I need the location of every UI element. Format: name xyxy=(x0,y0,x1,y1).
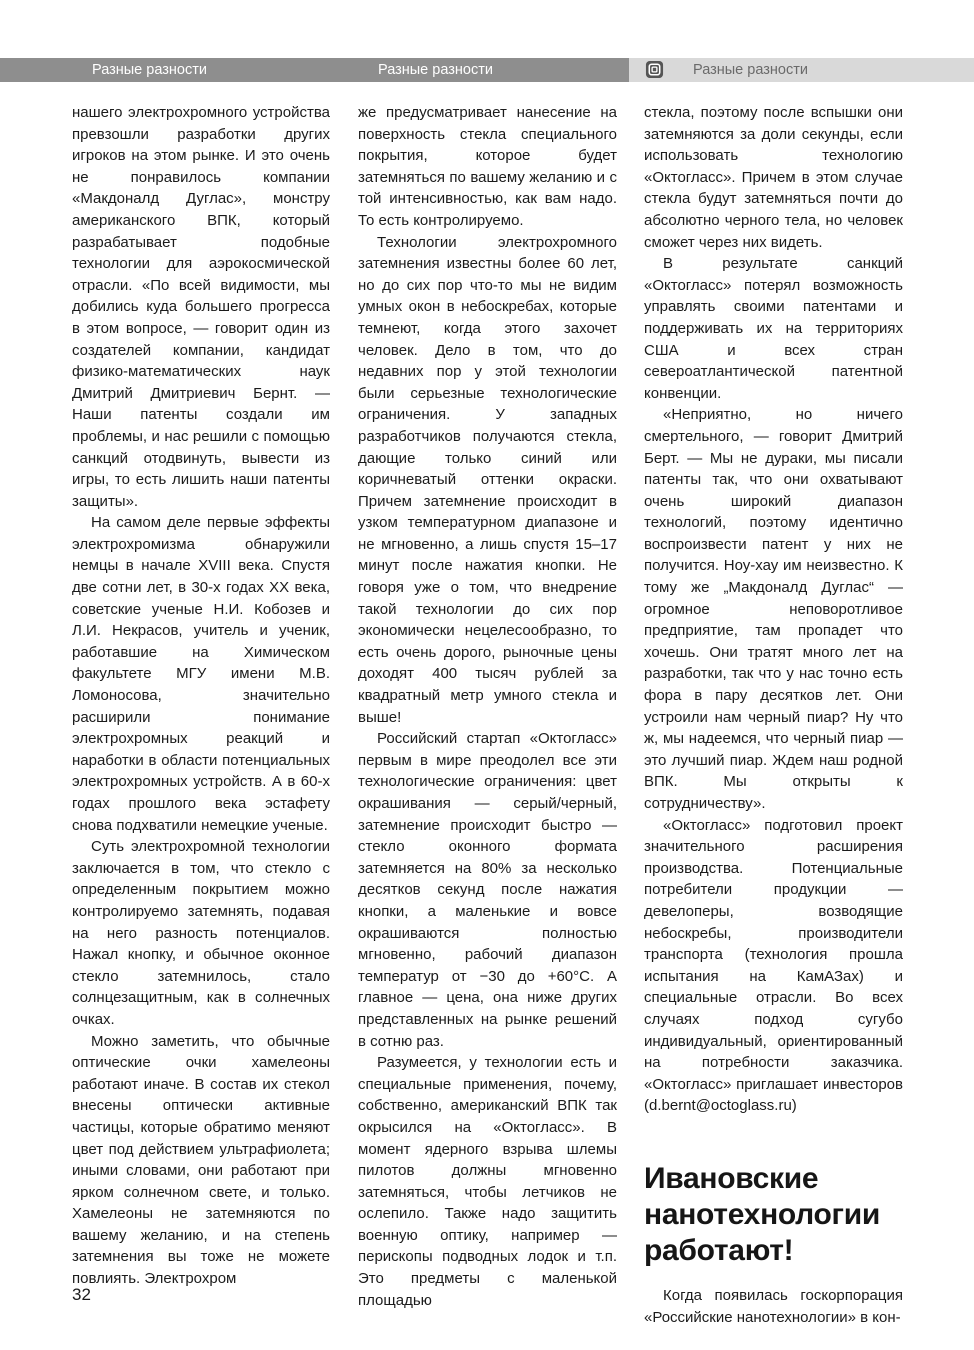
section-label-center: Разные разности xyxy=(378,62,493,78)
header-segment-left xyxy=(0,58,343,82)
paragraph: Технологии электрохромного затемнения известны более 60 лет, но до сих пор что-то мы не видим умных окон в небоскребах, которые темнеют, когда этого захочет человек. Дело в том, что до недавних пор у этой технологии были серьезные технологические ограничения. У западных разработчиков получаются стекла, дающие только синий или коричневатый оттенки окраски. Причем затемнение происходит в узком температурном диапазоне и не мгновенно, а лишь спустя 15–17 минут после нажатия кнопки. Не говоря уже о том, что внедрение такой технологии до сих пор экономически нецелесообразно, то есть очень дорого, рыночные цены доходят 400 тысяч рублей за квадратный метр умного стекла и выше! xyxy=(358,233,617,726)
paragraph: Суть электрохромной технологии заключается в том, что стекло с определенным покрытием можно контролируемо затемнять, подавая на него разность потенциалов. Нажал кнопку, и обычное оконное стекло затемнилось, стало солнцезащитным, как в солнечных очках. xyxy=(72,838,330,1028)
header-segment-center xyxy=(343,58,629,82)
paragraph: На самом деле первые эффекты электрохромизма обнаружили немцы в начале XVIII века. Спустя две сотни лет, в 30-х годах XX века, советские ученые Н.И. Кобозев и Л.И. Некрасов, учитель и ученик, работавшие на Химическом факультете МГУ имени М.В. Ломоносова, значительно расширили понимание электрохромных реакций и наработки в области потенциальных электрохромных устройств. А в 60-х годах прошлого века эстафету снова подхватили немецкие ученые. xyxy=(72,514,330,834)
paragraph: «Октогласс» подготовил проект значительного расширения производства. Потенциальные потребители продукции — девелоперы, возводящие небоскребы, производители транспорта (технология прошла испытания на КамАЗах) и специальные отрасли. Во всех случаях подход сугубо индивидуальный, ориентированный на потребности заказчика. «Октогласс» приглашает инвесторов (d.bernt@octoglass.ru) xyxy=(644,816,903,1115)
article-lead: Когда появилась госкорпорация «Российские нанотехнологии» в кон- xyxy=(644,1286,903,1326)
paragraph: стекла, поэтому после вспышки они затемняются за доли секунды, если использовать технологию «Октогласс». Причем в этом случае стекла будут затемняться почти до абсолютно черного тела, но человек сможет через них видеть. xyxy=(644,104,903,251)
text-column-1 xyxy=(72,102,330,1290)
paragraph: Разумеется, у технологии есть и специальные применения, почему, собственно, американский ВПК так окрысился на «Октогласс». В момент ядерного взрыва шлемы пилотов должны мгновенно затемняться, чтобы летчиков не ослепило. Также надо защитить военную оптику, например — перископы подводных лодок и т.п. Это предметы с маленькой площадью xyxy=(358,1054,617,1309)
section-header-bar xyxy=(0,58,974,82)
text-column-3 xyxy=(644,102,903,1328)
section-label-left: Разные разности xyxy=(92,62,207,78)
header-segment-right xyxy=(629,58,974,82)
article-title: Ивановские нанотехнологии работают! xyxy=(644,1161,881,1267)
paragraph: же предусматривает нанесение на поверхность стекла специального покрытия, которое будет затемняться по вашему желанию и с той интенсивностью, как вам надо. То есть контролируемо. xyxy=(358,104,617,229)
paragraph: «Неприятно, но ничего смертельного, — говорит Дмитрий Берт. — Мы не дураки, мы писали патенты так, что они охватывают очень широкий диапазон технологий, поэтому идентично воспроизвести патент у них не получится. Ноу-хау им неизвестно. К тому же „Макдоналд Дуглас“ — огромное неповоротливое предприятие, там пропадет что хочешь. Они тратят много лет на разработки, так что у нас точно есть фора в пару десятков лет. Они устроили нам черный пиар? Ну что ж, мы надеемся, что черный пиар — это лучший пиар. Ждем наш родной ВПК. Мы открыты к сотрудничеству». xyxy=(644,406,903,812)
magazine-logo-icon xyxy=(645,60,664,79)
paragraph: Можно заметить, что обычные оптические очки хамелеоны работают иначе. В состав их стекол внесены оптически активные частицы, которые обратимо меняют цвет под действием ультрафиолета; иными словами, они работают при ярком солнечном свете, и только. Хамелеоны не затемняются по вашему желанию, и на степень затемнения вы тоже не можете повлиять. Электрохром xyxy=(72,1032,330,1288)
text-column-2 xyxy=(358,102,617,1311)
paragraph: В результате санкций «Октогласс» потерял возможность управлять своими патентами и поддерживать их на территориях США и всех стран североатлантической патентной конвенции. xyxy=(644,255,903,402)
page-number: 32 xyxy=(72,1285,91,1304)
paragraph: Российский стартап «Октогласс» первым в мире преодолел все эти технологические ограничения: цвет окрашивания — серый/черный, затемнение происходит быстро — стекло оконного формата затемняется на 80% за несколько десятков секунд после нажатия кнопки, а маленькие и вовсе окрашиваются полностью мгновенно, рабочий диапазон температур от −30 до +60°С. А главное — цена, она ниже других представленных на рынке решений в сотню раз. xyxy=(358,730,617,1050)
section-label-right: Разные разности xyxy=(693,62,808,78)
paragraph: нашего электрохромного устройства превзошли разработки других игроков на этом рынке. И это очень не понравилось компании «Макдоналд Дуглас», монстру американского ВПК, который разрабатывает подобные технологии для аэрокосмической отрасли. «По всей видимости, мы добились куда большего прогресса в этом вопросе, — говорит один из создателей компании, кандидат физико-математических наук Дмитрий Дмитриевич Бернт. — Наши патенты создали им проблемы, и нас решили с помощью санкций отодвинуть, вывести из игры, то есть лишить наши патенты защиты». xyxy=(72,104,330,510)
